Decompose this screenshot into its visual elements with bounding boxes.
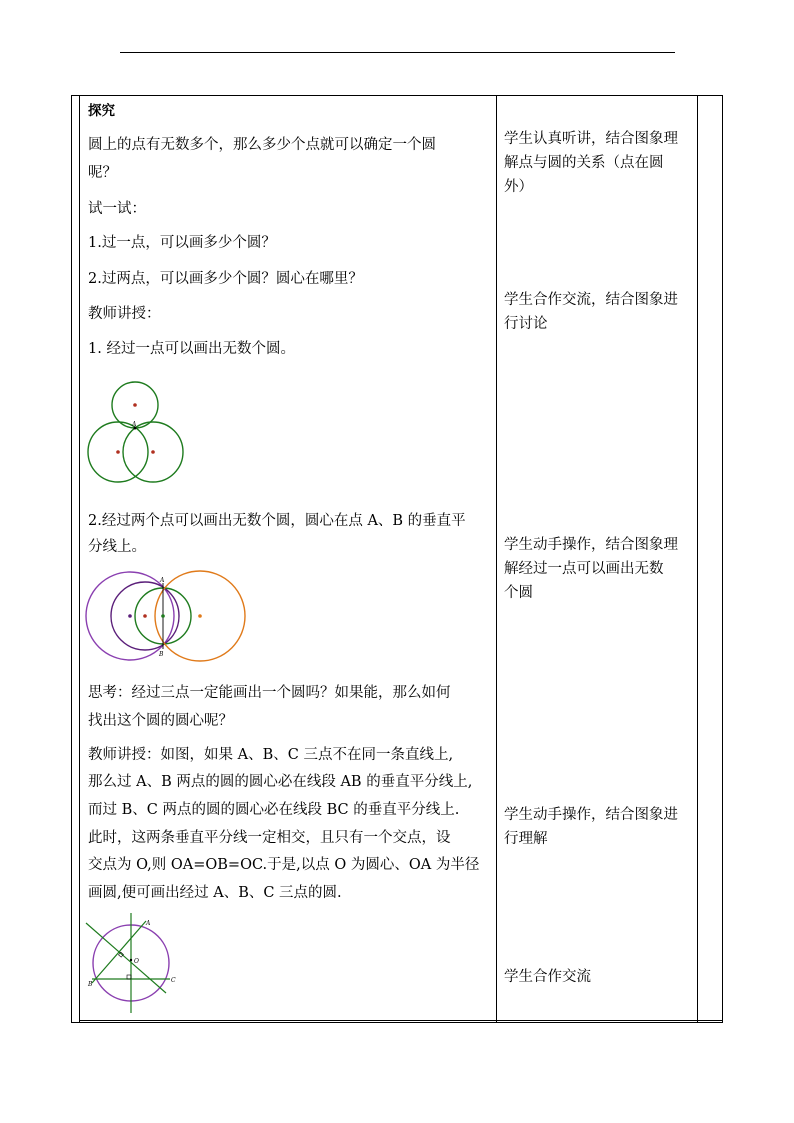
- fig3-label-c: C: [171, 977, 176, 984]
- explain-line-2: 那么过 A、B 两点的圆的圆心必在线段 AB 的垂直平分线上,: [88, 774, 473, 790]
- explain-line-5: 交点为 O,则 OA=OB=OC.于是,以点 O 为圆心、OA 为半径: [88, 857, 480, 873]
- figure-circles-two-points: [85, 571, 255, 661]
- side-note-1-line-1: 学生认真听讲，结合图象理: [504, 131, 678, 147]
- fig2-dot-1: [128, 614, 132, 618]
- fig1-center-dot-right: [151, 450, 155, 454]
- side-note-1: [504, 127, 694, 199]
- try-label: 试一试：: [88, 201, 146, 217]
- side-note-5-line-1: 学生合作交流: [504, 969, 591, 985]
- side-note-3: [504, 533, 694, 605]
- side-note-4: [504, 803, 694, 851]
- point-2-line-2: 分线上。: [88, 539, 146, 555]
- side-note-3-line-2: 解经过一点可以画出无数: [504, 561, 664, 577]
- fig2-label-b: B: [159, 651, 164, 658]
- figure-circumcircle: [84, 913, 184, 1018]
- question-1: 1.过一点，可以画多少个圆？: [88, 235, 276, 251]
- fig3-point-o: [130, 959, 132, 961]
- explain-line-6: 画圆,便可画出经过 A、B、C 三点的圆.: [88, 885, 342, 901]
- outer-right-border: [722, 95, 723, 1023]
- fig1-center-dot-left: [116, 450, 120, 454]
- figure-circles-one-point: [85, 376, 195, 486]
- fig3-label-o: O: [134, 958, 139, 965]
- side-note-1-line-3: 外）: [504, 179, 533, 195]
- fig2-dot-3: [161, 614, 165, 618]
- point-1: 1. 经过一点可以画出无数个圆。: [88, 341, 295, 357]
- explain-line-4: 此时，这两条垂直平分线一定相交，且只有一个交点，设: [88, 830, 451, 846]
- side-note-4-line-2: 行理解: [504, 831, 548, 847]
- explain-line-3: 而过 B、C 两点的圆的圆心必在线段 BC 的垂直平分线上.: [88, 802, 460, 818]
- question-2: 2.过两点，可以画多少个圆？圆心在哪里？: [88, 271, 363, 287]
- table-bottom-inner: [79, 1020, 722, 1021]
- side-note-3-line-1: 学生动手操作，结合图象理: [504, 537, 678, 553]
- fig2-dot-4: [198, 614, 202, 618]
- fig3-label-b: B: [88, 981, 93, 988]
- fig2-label-a: A: [160, 577, 165, 584]
- side-note-1-line-2: 解点与圆的关系（点在圆: [504, 155, 664, 171]
- think-line-1: 思考：经过三点一定能画出一个圆吗？如果能，那么如何: [88, 685, 451, 701]
- side-note-4-line-1: 学生动手操作，结合图象进: [504, 807, 678, 823]
- intro-line-1: 圆上的点有无数多个，那么多少个点就可以确定一个圆: [88, 137, 436, 153]
- section-title: 探究: [88, 103, 115, 119]
- fig2-dot-2: [143, 614, 147, 618]
- point-2-line-1: 2.经过两个点可以画出无数个圆，圆心在点 A、B 的垂直平: [88, 513, 466, 529]
- think-line-2: 找出这个圆的圆心呢？: [88, 713, 233, 729]
- inner-left-border: [79, 95, 80, 1023]
- intro-line-2: 呢？: [88, 165, 117, 181]
- side-note-2: [504, 288, 694, 336]
- side-note-5: [504, 965, 694, 989]
- teacher-label: 教师讲授：: [88, 306, 161, 322]
- side-note-2-line-1: 学生合作交流，结合图象进: [504, 292, 678, 308]
- fig1-point-label: A: [132, 421, 137, 428]
- fig1-center-dot-top: [133, 403, 137, 407]
- column-divider: [496, 95, 497, 1023]
- column-divider-right: [697, 95, 698, 1023]
- side-note-3-line-3: 个圆: [504, 585, 533, 601]
- fig3-label-a: A: [146, 920, 151, 927]
- header-rule: [120, 52, 675, 53]
- side-note-2-line-2: 行讨论: [504, 316, 548, 332]
- explain-line-1: 教师讲授：如图，如果 A、B、C 三点不在同一条直线上,: [88, 747, 454, 763]
